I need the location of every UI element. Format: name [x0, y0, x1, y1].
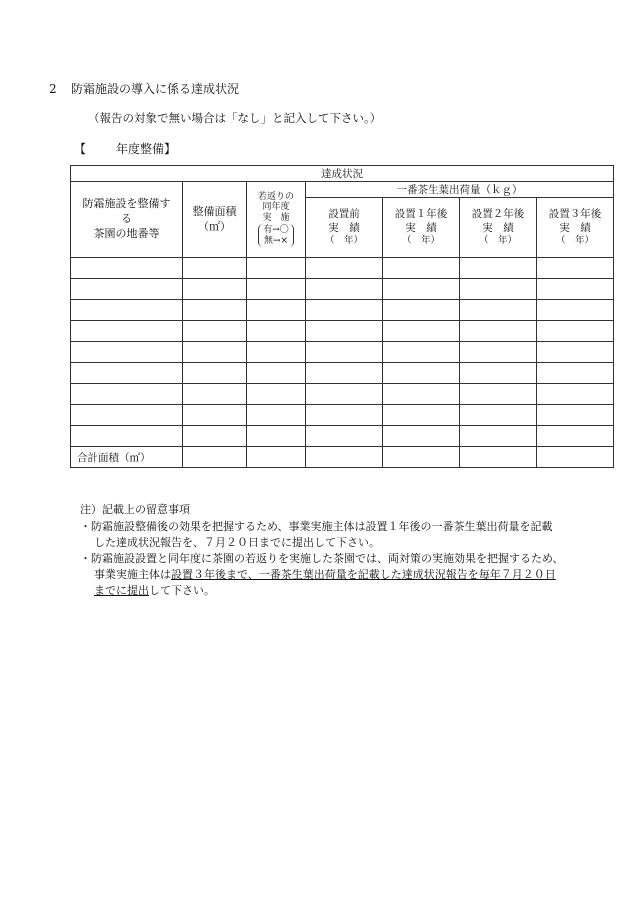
table-cell[interactable] — [460, 363, 537, 384]
table-cell[interactable] — [183, 405, 247, 426]
year-label-bracket: 【 — [74, 142, 87, 156]
yield-col-before: 設置前 実 績 （ 年） — [306, 198, 383, 258]
table-cell[interactable] — [383, 300, 460, 321]
table-cell[interactable] — [71, 426, 183, 447]
table-cell[interactable] — [247, 405, 306, 426]
table-cell[interactable] — [247, 279, 306, 300]
site-column-header: 防霜施設を整備す る 茶園の地番等 — [71, 182, 183, 258]
table-cell[interactable] — [71, 258, 183, 279]
instruction-note: （報告の対象で無い場合は「なし」と記入して下さい。） — [88, 111, 382, 125]
table-cell[interactable] — [537, 321, 614, 342]
table-cell[interactable] — [247, 363, 306, 384]
table-cell[interactable] — [537, 279, 614, 300]
table-cell[interactable] — [306, 426, 383, 447]
remark-underlined: 設置３年後まで、一番茶生葉出荷量を記載した達成状況報告を毎年７月２０日 — [171, 567, 556, 581]
table-row — [71, 405, 614, 426]
table-cell[interactable] — [183, 321, 247, 342]
total-cell[interactable] — [383, 447, 460, 468]
table-cell[interactable] — [71, 321, 183, 342]
yield-col-year1: 設置１年後 実 績 （ 年） — [383, 198, 460, 258]
table-cell[interactable] — [306, 384, 383, 405]
achievement-table — [70, 165, 614, 468]
section-heading — [49, 80, 239, 97]
total-cell[interactable] — [306, 447, 383, 468]
table-cell[interactable] — [537, 363, 614, 384]
table-cell[interactable] — [460, 258, 537, 279]
table-cell[interactable] — [247, 321, 306, 342]
table-row — [71, 279, 614, 300]
yield-col-year2: 設置２年後 実 績 （ 年） — [460, 198, 537, 258]
table-cell[interactable] — [183, 258, 247, 279]
rejuvenation-column-header: 若返りの 同年度 実 施 有→〇 無→× — [247, 182, 306, 258]
total-cell[interactable] — [247, 447, 306, 468]
year-label — [74, 140, 176, 157]
table-cell[interactable] — [183, 426, 247, 447]
table-cell[interactable] — [460, 300, 537, 321]
table-cell[interactable] — [460, 321, 537, 342]
table-cell[interactable] — [306, 258, 383, 279]
achievement-header: 達成状況 — [71, 166, 614, 182]
table-cell[interactable] — [383, 279, 460, 300]
table-cell[interactable] — [71, 384, 183, 405]
table-cell[interactable] — [247, 300, 306, 321]
table-cell[interactable] — [460, 426, 537, 447]
table-cell[interactable] — [306, 363, 383, 384]
table-cell[interactable] — [460, 405, 537, 426]
table-cell[interactable] — [383, 363, 460, 384]
table-cell[interactable] — [183, 363, 247, 384]
table-row — [71, 321, 614, 342]
table-cell[interactable] — [383, 384, 460, 405]
remarks-title: 注）記載上の留意事項 — [80, 503, 190, 516]
table-cell[interactable] — [537, 426, 614, 447]
table-cell[interactable] — [383, 342, 460, 363]
table-cell[interactable] — [537, 384, 614, 405]
table-cell[interactable] — [383, 321, 460, 342]
table-cell[interactable] — [71, 342, 183, 363]
table-cell[interactable] — [537, 258, 614, 279]
table-cell[interactable] — [71, 405, 183, 426]
total-cell[interactable] — [460, 447, 537, 468]
total-cell[interactable] — [537, 447, 614, 468]
total-area-cell[interactable] — [183, 447, 247, 468]
table-cell[interactable] — [306, 321, 383, 342]
table-cell[interactable] — [247, 426, 306, 447]
table-row — [71, 258, 614, 279]
table-cell[interactable] — [183, 342, 247, 363]
table-row — [71, 363, 614, 384]
table-row — [71, 426, 614, 447]
remarks-section — [80, 502, 600, 599]
table-cell[interactable] — [460, 279, 537, 300]
yield-header: 一番茶生葉出荷量（ｋｇ） — [306, 182, 614, 198]
table-row — [71, 300, 614, 321]
remark-item-1: ・防霜施設整備後の効果を把握するため、事業実施主体は設置１年後の一番茶生葉出荷量を記載 した達成状況報告を、７月２０日までに提出して下さい。 — [80, 519, 553, 549]
remark-item-2: ・防霜施設設置と同年度に茶園の若返りを実施した茶園では、両対策の実施効果を把握するため、 事業実施主体は設置３年後まで、一番茶生葉出荷量を記載した達成状況報告を毎年７月２０日 までに提出して下さい。 — [80, 551, 564, 597]
table-cell[interactable] — [537, 405, 614, 426]
total-area-label: 合計面積（㎡） — [71, 447, 183, 468]
table-cell[interactable] — [537, 342, 614, 363]
table-cell[interactable] — [183, 384, 247, 405]
table-cell[interactable] — [460, 342, 537, 363]
year-label-text: 年度整備】 — [116, 142, 177, 156]
table-cell[interactable] — [306, 279, 383, 300]
yield-col-year3: 設置３年後 実 績 （ 年） — [537, 198, 614, 258]
rejuvenation-legend: 有→〇 無→× — [258, 224, 294, 247]
table-cell[interactable] — [183, 300, 247, 321]
table-cell[interactable] — [247, 384, 306, 405]
table-cell[interactable] — [383, 405, 460, 426]
table-row — [71, 384, 614, 405]
table-cell[interactable] — [247, 258, 306, 279]
table-cell[interactable] — [71, 300, 183, 321]
table-cell[interactable] — [183, 279, 247, 300]
table-cell[interactable] — [247, 342, 306, 363]
area-column-header: 整備面積 （㎡） — [183, 182, 247, 258]
table-cell[interactable] — [383, 258, 460, 279]
table-cell[interactable] — [537, 300, 614, 321]
section-number: 2 — [49, 82, 57, 96]
table-cell[interactable] — [71, 279, 183, 300]
table-cell[interactable] — [306, 405, 383, 426]
table-cell[interactable] — [306, 300, 383, 321]
table-cell[interactable] — [460, 384, 537, 405]
table-row — [71, 342, 614, 363]
table-cell[interactable] — [306, 342, 383, 363]
section-title: 防霜施設の導入に係る達成状況 — [71, 82, 240, 96]
table-cell[interactable] — [71, 363, 183, 384]
table-cell[interactable] — [383, 426, 460, 447]
